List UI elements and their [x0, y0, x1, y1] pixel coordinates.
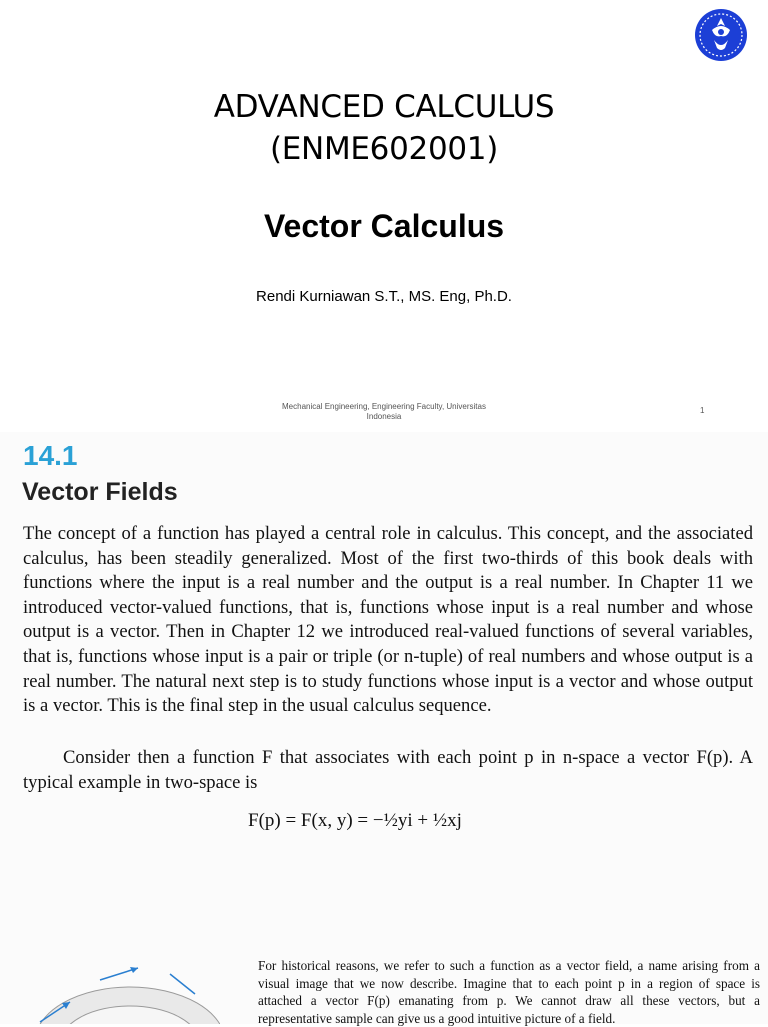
section-title: Vector Fields [22, 478, 178, 506]
course-title [0, 86, 768, 170]
footer-line-1: Mechanical Engineering, Engineering Faculty, Universitas [282, 402, 486, 411]
vector-field-figure [20, 962, 220, 1024]
title-slide [0, 0, 768, 432]
book-page-slide [0, 432, 768, 1024]
course-title-line-2: (ENME602001) [269, 131, 499, 167]
footer-line-2: Indonesia [366, 412, 402, 421]
vector-field-equation: F(p) = F(x, y) = −½yi + ½xj [248, 810, 462, 831]
author-name: Rendi Kurniawan S.T., MS. Eng, Ph.D. [256, 288, 512, 305]
section-number: 14.1 [23, 440, 78, 471]
course-title-line-1: ADVANCED CALCULUS [213, 89, 555, 125]
slide-title: Vector Calculus [263, 208, 505, 244]
paragraph-definition: Consider then a function F that associates with each point p in n-space a vector F(p). A typical example in two-space is [23, 747, 753, 793]
field-arrow-3 [170, 974, 195, 994]
slide-footer [254, 402, 514, 422]
slide-number: 1 [700, 406, 705, 415]
paragraph-vector-field: For historical reasons, we refer to such a function as a vector field, a name arising from a visual image that we now describe. Imagine that to each point p in a region of space is attached a vector F(p) emanating from p. We cannot draw all these vectors, but a representative sample can give us a good intuitive picture of a field. [258, 958, 760, 1026]
paragraph-intro: The concept of a function has played a central role in calculus. This concept, and the associated calculus, has been steadily generalized. Most of the first two-thirds of this book deals with functions where the input is a real number and the output is a real number. In Chapter 11 we introduced vector-valued functions, that is, functions whose input is a real number and whose output is a vector. Then in Chapter 12 we introduced real-valued functions of several variables, that is, functions whose input is a pair or triple (or n-tuple) of real numbers and whose output is a real number. The natural next step is to study functions whose input is a vector and whose output is a vector. This is the final step in the usual calculus sequence. [23, 523, 753, 717]
university-emblem-icon [694, 8, 748, 62]
